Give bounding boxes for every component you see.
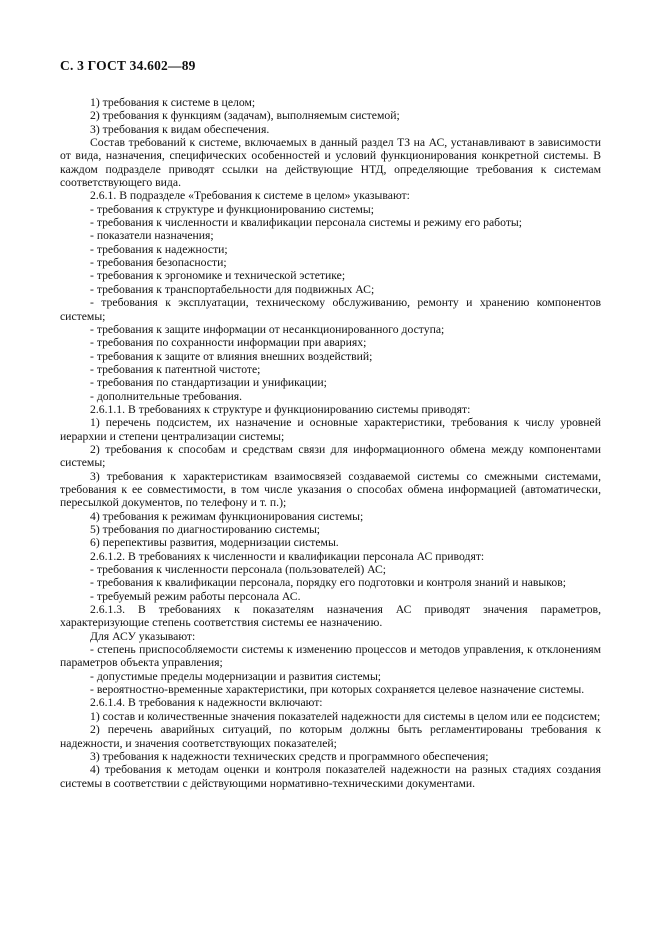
paragraph: Состав требований к системе, включаемых в данный раздел ТЗ на АС, устанавливают в зависимости от вида, назначения, специфических особенностей и условий функционирования конкретной системы. В каждом подразделе приводят ссылки на действующие НТД, определяющие требования к системам соответствующего вида. — [60, 136, 601, 190]
paragraph: - требования по стандартизации и унификации; — [90, 376, 327, 390]
paragraph: - требуемый режим работы персонала АС. — [90, 589, 301, 603]
paragraph: - требования по сохранности информации при авариях; — [90, 336, 367, 350]
paragraph: - требования к защите информации от несанкционированного доступа; — [90, 322, 445, 336]
paragraph: 2) перечень аварийных ситуаций, по которым должны быть регламентированы требования к надежности, и значения соответствующих показателей; — [60, 723, 601, 750]
paragraph: - требования к эксплуатации, техническому обслуживанию, ремонту и хранению компонентов системы; — [60, 296, 601, 323]
paragraph: - требования к защите от влияния внешних воздействий; — [90, 349, 373, 363]
paragraph: 2) требования к способам и средствам связи для информационного обмена между компонентами системы; — [60, 442, 601, 470]
paragraph: 1) требования к системе в целом; — [90, 96, 256, 109]
paragraph: - требования к численности и квалификации персонала системы и режиму его работы; — [90, 216, 523, 230]
paragraph: 2.6.1.4. В требования к надежности включают: — [90, 696, 323, 710]
paragraph: 2.6.1.1. В требованиях к структуре и функционированию системы приводят: — [90, 402, 471, 416]
paragraph: 4) требования к методам оценки и контроля показателей надежности на разных стадиях создания системы в соответствии с действующими нормативно-техническими документами. — [60, 763, 601, 790]
paragraph: 2.6.1. В подразделе «Требования к системе в целом» указывают: — [90, 189, 410, 203]
paragraph: - вероятностно-временные характеристики, при которых сохраняется целевое назначение системы. — [90, 683, 585, 697]
paragraph: 1) состав и количественные значения показателей надежности для системы в целом или ее подсистем; — [90, 709, 601, 723]
paragraph: 6) перепективы развития, модернизации системы. — [90, 536, 339, 550]
paragraph: - допустимые пределы модернизации и развития системы; — [90, 669, 382, 683]
paragraph: 3) требования к характеристикам взаимосвязей создаваемой системы со смежными системами, требования к ее совместимости, в том числе указания о способах обмена информацией (автоматически, пересылкой документов, по телефону и т. п.); — [60, 469, 601, 510]
paragraph: - требования безопасности; — [90, 256, 227, 270]
paragraph: 2) требования к функциям (задачам), выполняемым системой; — [90, 109, 400, 123]
paragraph: 3) требования к видам обеспечения. — [90, 122, 270, 136]
paragraph: - требования к структуре и функционированию системы; — [90, 202, 375, 216]
paragraph: - степень приспособляемости системы к изменению процессов и методов управления, к отклонениям параметров объекта управления; — [60, 643, 601, 670]
paragraph: 5) требования по диагностированию системы; — [90, 523, 321, 536]
paragraph: - требования к эргономике и технической эстетике; — [90, 269, 346, 283]
paragraph: - требования к надежности; — [90, 242, 228, 256]
paragraph: - требования к численности персонала (пользователей) АС; — [90, 563, 387, 577]
paragraph: - показатели назначения; — [90, 229, 214, 243]
paragraph: - дополнительные требования. — [90, 389, 242, 403]
paragraph: 2.6.1.3. В требованиях к показателям назначения АС приводят значения параметров, характеризующие степень соответствия системы ее назначению. — [60, 603, 601, 630]
paragraph: 1) перечень подсистем, их назначение и основные характеристики, требования к числу уровней иерархии и степени централизации системы; — [60, 416, 601, 443]
document-body — [60, 96, 601, 790]
page-header: С. 3 ГОСТ 34.602—89 — [60, 58, 196, 73]
paragraph: - требования к патентной чистоте; — [90, 362, 261, 376]
paragraph: 3) требования к надежности технических средств и программного обеспечения; — [90, 749, 489, 763]
paragraph: 2.6.1.2. В требованиях к численности и квалификации персонала АС приводят: — [90, 549, 485, 563]
paragraph: - требования к транспортабельности для подвижных АС; — [90, 282, 375, 296]
paragraph: - требования к квалификации персонала, порядку его подготовки и контроля знаний и навыков; — [90, 576, 566, 590]
paragraph: Для АСУ указывают: — [90, 629, 196, 643]
paragraph: 4) требования к режимам функционирования системы; — [90, 509, 364, 523]
